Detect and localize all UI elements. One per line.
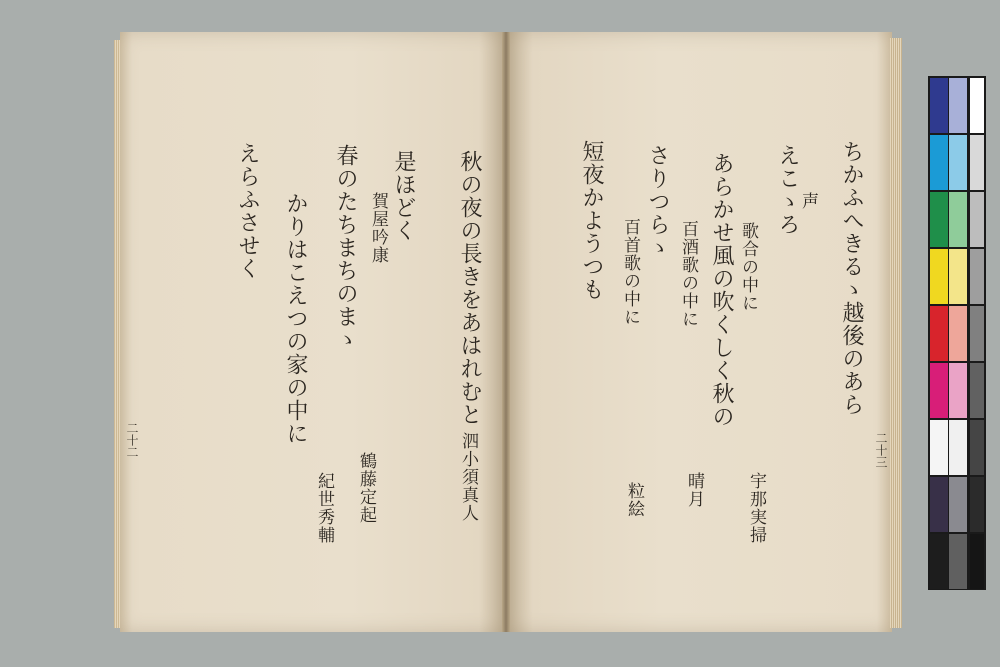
open-book [120,32,892,632]
page-edges-right [890,38,902,628]
color-patch [930,135,948,190]
author-name: 賀屋吟康 [368,192,388,264]
text-column: 短夜かようつも [579,140,604,301]
color-patch [949,420,967,475]
author-name: 宇那実掃 [746,472,766,544]
color-patch [930,534,948,589]
color-patch [930,363,948,418]
color-patch [930,306,948,361]
text-column: えらふさせく [235,142,260,280]
color-patch [949,192,967,247]
gray-patch [970,135,984,190]
poem-subtitle: 歌合の中に [738,222,758,312]
color-patch [949,135,967,190]
folio-number: 二十三 [874,432,888,468]
gray-patch [970,192,984,247]
color-patch [930,420,948,475]
color-patch [930,78,948,133]
author-name: 粒絵 [624,482,644,518]
gray-patch [970,78,984,133]
text-column: ちかふへきるゝ越後のあら [839,140,864,416]
text-column: 秋の夜の長きをあはれむと [457,150,482,426]
color-patch [930,192,948,247]
gray-patch [970,477,984,532]
author-name: 泗小須真人 [458,432,478,522]
poem-subtitle: 百酒歌の中に [678,220,698,328]
text-column: 是ほどく [391,150,416,242]
left-page [120,32,502,632]
color-checker-card [928,76,986,590]
poem-subtitle: 百首歌の中に [620,218,640,326]
author-name: 晴月 [684,472,704,508]
gray-patch [970,306,984,361]
color-patch [949,306,967,361]
folio-number: 二十二 [125,422,139,458]
color-patch [949,249,967,304]
poem-subtitle: 声 [798,192,818,210]
book-gutter [502,32,510,632]
right-page [510,32,892,632]
color-patch [949,363,967,418]
gray-patch [970,534,984,589]
gray-patch [970,420,984,475]
author-name: 鶴藤定起 [356,452,376,524]
color-patch [930,477,948,532]
color-patch [949,534,967,589]
gray-patch [970,249,984,304]
text-column: 春のたちまちのまゝ [333,144,358,351]
color-patch [949,477,967,532]
text-column: かりはこえつの家の中に [283,192,308,445]
color-patch [949,78,967,133]
text-column: さりつらゝ [645,144,670,259]
author-name: 紀世秀輔 [314,472,334,544]
color-patch [930,249,948,304]
gray-patch [970,363,984,418]
text-column: あらかせ風の吹くしく秋の [709,152,734,428]
text-column: えこゝろ [775,144,800,236]
